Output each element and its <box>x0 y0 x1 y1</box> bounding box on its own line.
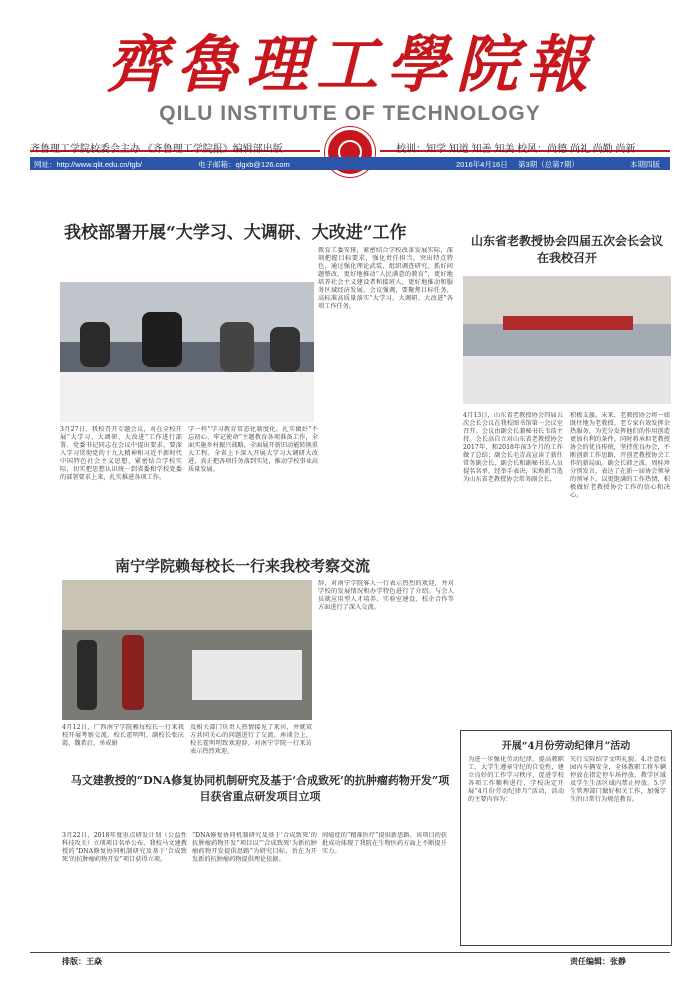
masthead-english: QILU INSTITUTE OF TECHNOLOGY <box>159 102 541 125</box>
footer-divider <box>30 952 670 953</box>
article5-col2: “DNA修复协同机制研究及基于‘合成致死’的抗肿瘤药物开发”项目以“‘合成致死’为新抗肿瘤药物开发提供思路”为研究目标，旨在为开发新的抗肿瘤药物提供理论依据。 <box>192 832 317 863</box>
article1-headline: 我校部署开展“大学习、大调研、大改进”工作 <box>64 223 407 243</box>
article5-headline: 马文建教授的“DNA修复协同机制研究及基于‘合成致死’的抗肿瘤药物开发”项目获省重点研发项目立项 <box>70 774 450 803</box>
article5-col1: 3月22日，2018年度重点研发计划（公益性科技攻关）立项项目名单公布，我校马文建教授的“DNA修复协同机制研究及基于‘合成致死’的抗肿瘤药物开发”项目获得立项。 <box>62 832 187 863</box>
article2-col1: 4月13日，山东省老教授协会四届五次会长会议在我校图书馆第一会议室召开。会议由副会长兼秘书长韦浩主持。会长高自立对山东省老教授协会2017年、和2018年前3个月的工作做了总结；副会长毛青高宣读了新任常务副会长、副会长和副秘书长人员提名名单，经举手表决，宋焕新当选为山东省老教授协会常务副会长。 <box>463 412 563 483</box>
article5-col3: 间癌症的“精准医疗”提供新思路。该项目的获批成功体现了我院在生物医药方面上不断提升实力。 <box>322 832 447 855</box>
layout-credit: 排版：王焱 <box>62 957 102 966</box>
publisher-info: 齐鲁理工学院校委会主办 《齐鲁理工学院报》编辑部出版 <box>30 144 283 155</box>
article2-col2: 积极支援。未来，老教授协会将一如既往地为老教授、老专家有效发挥余热服务，为充分发挥他们的作用创造更加有利的条件。同时将承担老教授协会的优良传统，坚持优良办会，不断创新工作思路，开创老教授协会工作的新局面。副会长韩之波、周桂珍分别发言，表达了在新一届协会领导的领导下，以更饱满的工作热情，积极做好老教授协会工作的信心和决心。 <box>570 412 670 499</box>
visit-photo <box>62 580 312 720</box>
editor-credit: 责任编辑：张静 <box>570 957 626 966</box>
article3-col3: 辞，对南宁学院客人一行表示热烈的欢迎，并对学校的发展情况和办学特色进行了介绍。与会人员就应用型人才培养、实验室建设、校企合作等方面进行了深入交流。 <box>318 580 454 611</box>
assoc-meeting-photo <box>463 276 671 404</box>
article4-col2: 矢行交际结学文明礼貌。4.注意校园内车辆安全，全体教职工将车辆停放在指定停车场停放，教学区域及学生生活区域内禁止停放。5.学生管理部门做好相关工作，加强学生的日常行为规范教育。 <box>570 756 666 803</box>
article3-col2: 及相关部门负责人热情接见了来宾，并就双方共同关心的问题进行了交流。座谈会上，校长霍明明致欢迎辞，对南宁学院一行来访表示热烈欢迎。 <box>190 724 312 755</box>
info-bar <box>30 157 670 170</box>
website[interactable]: 网址：http://www.qlit.edu.cn/tgb/ <box>34 160 142 169</box>
article1-col1: 3月27日，我校召开专题会议，对在全校开展“大学习、大调研、大改进”工作进行部署。党委书记同志在会议中提出要求，要深入学习贯彻党的十九大精神和习近平新时代中国特色社会主义思想，紧密结合学校实际，切实把思想认识统一到省委和学校党委的部署要求上来，扎实推进各项工作。 <box>60 426 182 481</box>
meeting-photo <box>60 282 314 422</box>
article1-col2: 学一样”学习教育常态化制度化，扎实做好“不忘初心、牢记使命”主题教育各项准备工作，全面实施乡村振兴战略，全面展开新旧动能转换重大工程。全省上下深入开展大学习大调研大改进，真正把各项任务落到实处，推动学校事业高质量发展。 <box>188 426 318 473</box>
article1-col3: 教育工委安排，紧密结合学校改革发展实际，深刻把握目标要求，强化责任担当，突出特点特色，通过强化理论武装、组织调查研究、抓好问题整改，更好地推动“人民满意的教育”，更好地培养社会主义建设者和接班人，更好地推动和服务区域经济发展。会议强调，要聚焦目标任务，高标准高质量落实“大学习、大调研、大改进”各项工作任务。 <box>318 247 453 310</box>
article4-col1: 为进一步强化劳动纪律，提高教职工、大学生遵章守纪的自觉性，建立良好的工作学习秩序，促进学校各项工作顺利进行，学校决定开展“4月份劳动纪律月”活动，活动的主要内容为： <box>468 756 564 803</box>
masthead-title: 齊魯理工學院報 <box>105 28 596 101</box>
issue: 第3期（总第7期） <box>518 160 579 169</box>
date: 2016年4月16日 <box>456 160 508 169</box>
motto-info: 校训：知学 知道 知善 知美 校风：尚德 尚礼 尚勤 尚新 <box>396 144 636 155</box>
email[interactable]: 电子邮箱：qlgxb@126.com <box>198 160 290 169</box>
pages: 本期四版 <box>630 160 660 169</box>
article4-headline: 开展“4月份劳动纪律月”活动 <box>501 741 631 752</box>
article3-col1: 4月12日，广西南宁学院赖每校长一行来我校开展考察交流。校长霍明明、副校长张庆霞、魏希启、单成娟 <box>62 724 184 747</box>
article3-headline: 南宁学院赖每校长一行来我校考察交流 <box>115 557 371 575</box>
article2-headline: 山东省老教授协会四届五次会长会议在我校召开 <box>470 234 663 265</box>
